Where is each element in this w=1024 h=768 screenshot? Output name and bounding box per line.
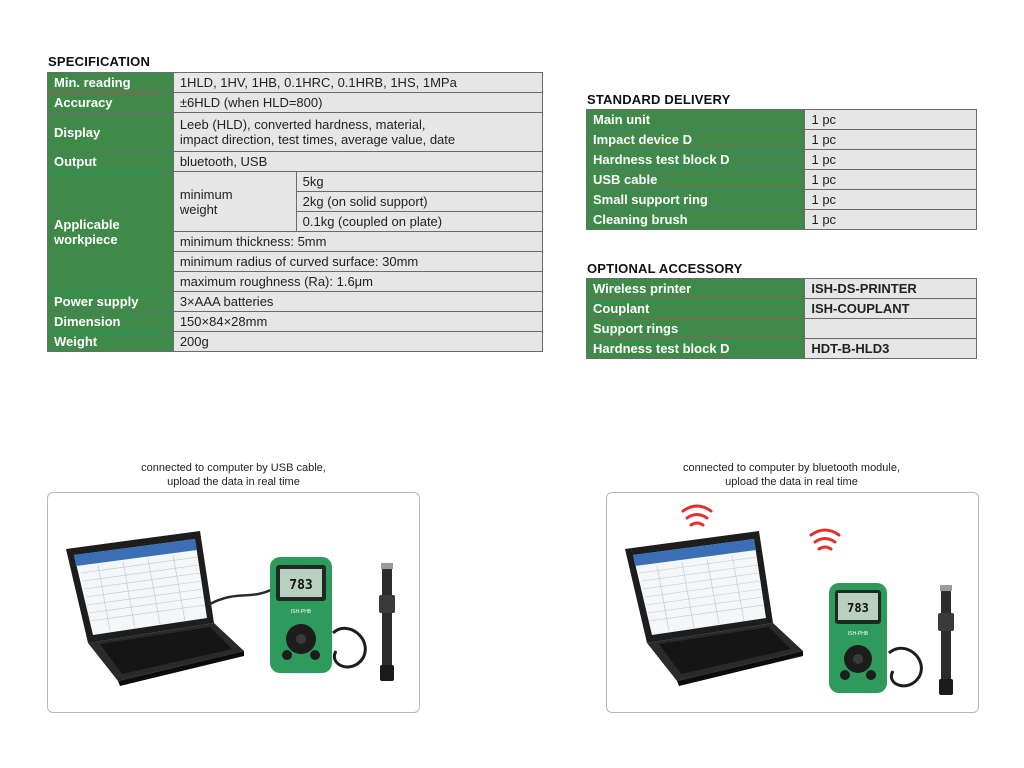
laptop-icon <box>66 531 244 686</box>
delivery-qty: 1 pc <box>805 130 977 150</box>
spec-row-dimension <box>48 312 543 332</box>
accessory-item: Couplant <box>587 299 805 319</box>
delivery-qty: 1 pc <box>805 110 977 130</box>
bt-caption-line-2: upload the data in real time <box>725 476 858 488</box>
delivery-item: Small support ring <box>587 190 805 210</box>
bluetooth-caption <box>606 461 977 489</box>
bluetooth-connection-panel <box>606 492 979 713</box>
accessory-code: ISH-DS-PRINTER <box>805 279 977 299</box>
delivery-item: Main unit <box>587 110 805 130</box>
hardness-tester-icon <box>829 583 887 693</box>
spec-row-min-reading <box>48 73 543 93</box>
bt-caption-line-1: connected to computer by bluetooth module, <box>682 462 901 474</box>
spec-row-output <box>48 152 543 172</box>
delivery-row <box>587 190 977 210</box>
specification-table <box>47 72 543 352</box>
device-display-value: 783 <box>847 601 869 615</box>
spec-value: ±6HLD (when HLD=800) <box>173 93 542 113</box>
spec-label-workpiece <box>48 172 174 292</box>
delivery-row <box>587 110 977 130</box>
delivery-qty: 1 pc <box>805 170 977 190</box>
usb-connection-panel <box>47 492 420 713</box>
spec-row-weight <box>48 332 543 352</box>
delivery-row <box>587 170 977 190</box>
weight-value: 2kg (on solid support) <box>296 192 542 212</box>
workpiece-label-2: workpiece <box>54 231 118 247</box>
min-radius: minimum radius of curved surface: 30mm <box>173 252 542 272</box>
usb-cable <box>208 589 273 605</box>
impact-device-icon <box>333 563 395 681</box>
spec-row-power <box>48 292 543 312</box>
optional-accessory-table <box>586 278 977 359</box>
accessory-row <box>587 299 977 319</box>
accessory-row <box>587 339 977 359</box>
spec-value: 150×84×28mm <box>173 312 542 332</box>
spec-value: 1HLD, 1HV, 1HB, 0.1HRC, 0.1HRB, 1HS, 1MPa <box>173 73 542 93</box>
min-thickness: minimum thickness: 5mm <box>173 232 542 252</box>
accessory-code: ISH-COUPLANT <box>805 299 977 319</box>
wireless-signal-icon <box>683 506 711 525</box>
impact-device-icon <box>889 585 954 695</box>
spec-row-display <box>48 113 543 152</box>
delivery-row <box>587 150 977 170</box>
usb-connection-illustration <box>48 493 419 712</box>
device-display-value: 783 <box>289 578 313 593</box>
spec-label: Dimension <box>48 312 174 332</box>
display-line-1: Leeb (HLD), converted hardness, material, <box>179 117 426 132</box>
spec-label: Accuracy <box>48 93 174 113</box>
accessory-item: Wireless printer <box>587 279 805 299</box>
delivery-qty: 1 pc <box>805 150 977 170</box>
device-model-label: ISH-PHB <box>290 609 312 615</box>
max-roughness: maximum roughness (Ra): 1.6μm <box>173 272 542 292</box>
spec-label: Output <box>48 152 174 172</box>
delivery-item: Cleaning brush <box>587 210 805 230</box>
bluetooth-connection-illustration <box>607 493 978 712</box>
weight-value: 5kg <box>296 172 542 192</box>
accessory-item: Support rings <box>587 319 805 339</box>
display-line-2: impact direction, test times, average value, date <box>179 132 456 147</box>
standard-delivery-table <box>586 109 977 230</box>
delivery-qty: 1 pc <box>805 210 977 230</box>
spec-row-workpiece <box>48 172 543 192</box>
device-model-label: ISH-PHB <box>847 631 869 637</box>
spec-value: 200g <box>173 332 542 352</box>
accessory-row <box>587 279 977 299</box>
spec-row-accuracy <box>48 93 543 113</box>
accessory-row <box>587 319 977 339</box>
accessory-code <box>805 319 977 339</box>
delivery-item: Impact device D <box>587 130 805 150</box>
spec-label: Min. reading <box>48 73 174 93</box>
accessory-item: Hardness test block D <box>587 339 805 359</box>
accessory-code: HDT-B-HLD3 <box>805 339 977 359</box>
delivery-qty: 1 pc <box>805 190 977 210</box>
min-weight-line-1: minimum <box>179 186 233 202</box>
spec-label: Power supply <box>48 292 174 312</box>
delivery-item: USB cable <box>587 170 805 190</box>
workpiece-label-1: Applicable <box>54 216 120 232</box>
usb-caption-line-2: upload the data in real time <box>167 476 300 488</box>
spec-value: bluetooth, USB <box>173 152 542 172</box>
optional-accessory-title: OPTIONAL ACCESSORY <box>587 261 743 276</box>
spec-value <box>173 113 542 152</box>
min-weight-line-2: weight <box>179 201 218 217</box>
weight-value: 0.1kg (coupled on plate) <box>296 212 542 232</box>
spec-label: Weight <box>48 332 174 352</box>
delivery-item: Hardness test block D <box>587 150 805 170</box>
spec-label: Display <box>48 113 174 152</box>
specification-title: SPECIFICATION <box>48 54 151 69</box>
delivery-row <box>587 210 977 230</box>
standard-delivery-title: STANDARD DELIVERY <box>587 92 731 107</box>
usb-caption-line-1: connected to computer by USB cable, <box>141 462 326 474</box>
hardness-tester-icon <box>270 557 332 673</box>
min-weight-label <box>173 172 296 232</box>
spec-value: 3×AAA batteries <box>173 292 542 312</box>
wireless-signal-icon <box>811 530 839 549</box>
delivery-row <box>587 130 977 150</box>
usb-caption <box>48 461 419 489</box>
laptop-icon <box>625 531 803 686</box>
